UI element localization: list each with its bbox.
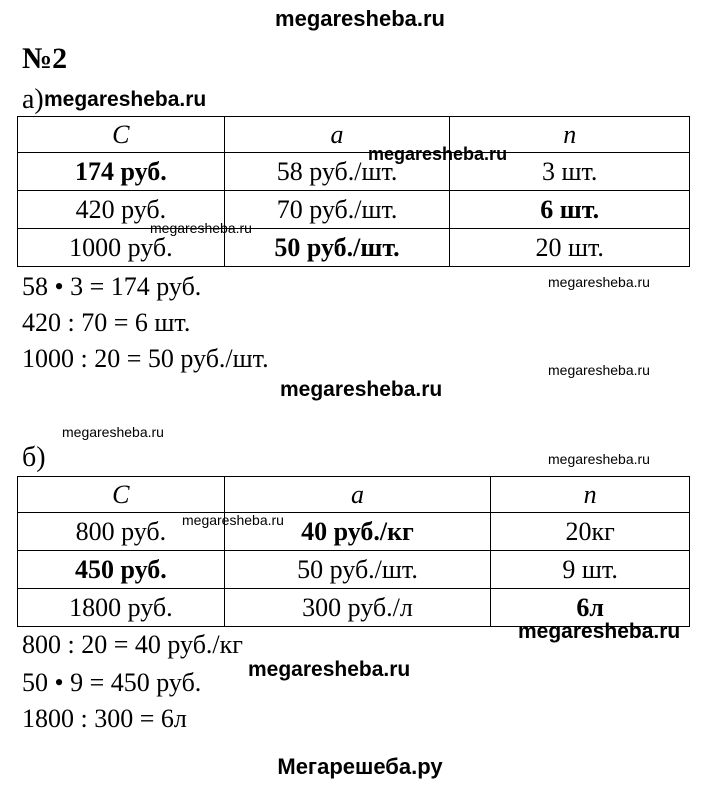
calculation-line: 800 : 20 = 40 руб./кг (22, 630, 243, 659)
table-cell: 800 руб. (18, 513, 225, 551)
table-row (18, 551, 690, 589)
table-header-row (18, 117, 690, 153)
watermark: megaresheba.ru (548, 451, 650, 467)
site-footer: Мегарешеба.ру (277, 754, 443, 779)
calculation-line: 420 : 70 = 6 шт. (22, 308, 191, 337)
table-cell: 174 руб. (18, 153, 225, 191)
header-cell-a: a (224, 117, 450, 153)
table-row (18, 191, 690, 229)
watermark: megaresheba.ru (548, 362, 650, 378)
table-header-row (18, 477, 690, 513)
part-a-label: а) (22, 84, 44, 115)
header-cell-c: C (18, 477, 225, 513)
watermark: megaresheba.ru (150, 220, 252, 236)
table-cell: 6л (491, 589, 690, 627)
table-row (18, 513, 690, 551)
table-cell: 50 руб./шт. (224, 551, 491, 589)
part-b-label: б) (22, 442, 46, 473)
table-cell: 50 руб./шт. (224, 229, 450, 267)
table-cell: 3 шт. (450, 153, 690, 191)
table-cell: 450 руб. (18, 551, 225, 589)
site-header: megaresheba.ru (275, 6, 445, 31)
watermark: megaresheba.ru (44, 88, 207, 111)
header-cell-n: n (491, 477, 690, 513)
watermark: megaresheba.ru (518, 620, 681, 643)
table-cell: 58 руб./шт. (224, 153, 450, 191)
calculation-line: 1000 : 20 = 50 руб./шт. (22, 344, 269, 373)
table-cell: 70 руб./шт. (224, 191, 450, 229)
table-a (17, 116, 690, 267)
calculation-line: 1800 : 300 = 6л (22, 704, 187, 733)
header-cell-a: a (224, 477, 491, 513)
calculation-line: 58 • 3 = 174 руб. (22, 272, 202, 301)
table-cell: 20кг (491, 513, 690, 551)
watermark: megaresheba.ru (368, 144, 508, 164)
task-number: №2 (22, 42, 68, 75)
table-row (18, 153, 690, 191)
table-cell: 40 руб./кг (224, 513, 491, 551)
table-cell: 9 шт. (491, 551, 690, 589)
watermark: megaresheba.ru (548, 274, 650, 290)
table-b (17, 476, 690, 627)
watermark: megaresheba.ru (248, 658, 411, 681)
watermark: megaresheba.ru (280, 378, 443, 401)
table-cell: 420 руб. (18, 191, 225, 229)
calculation-line: 50 • 9 = 450 руб. (22, 668, 202, 697)
watermark: megaresheba.ru (182, 512, 284, 528)
table-cell: 6 шт. (450, 191, 690, 229)
table-cell: 20 шт. (450, 229, 690, 267)
watermark: megaresheba.ru (62, 424, 164, 440)
header-cell-n: n (450, 117, 690, 153)
table-cell: 1800 руб. (18, 589, 225, 627)
table-cell: 300 руб./л (224, 589, 491, 627)
table-cell: 1000 руб. (18, 229, 225, 267)
table-row (18, 229, 690, 267)
header-cell-c: C (18, 117, 225, 153)
